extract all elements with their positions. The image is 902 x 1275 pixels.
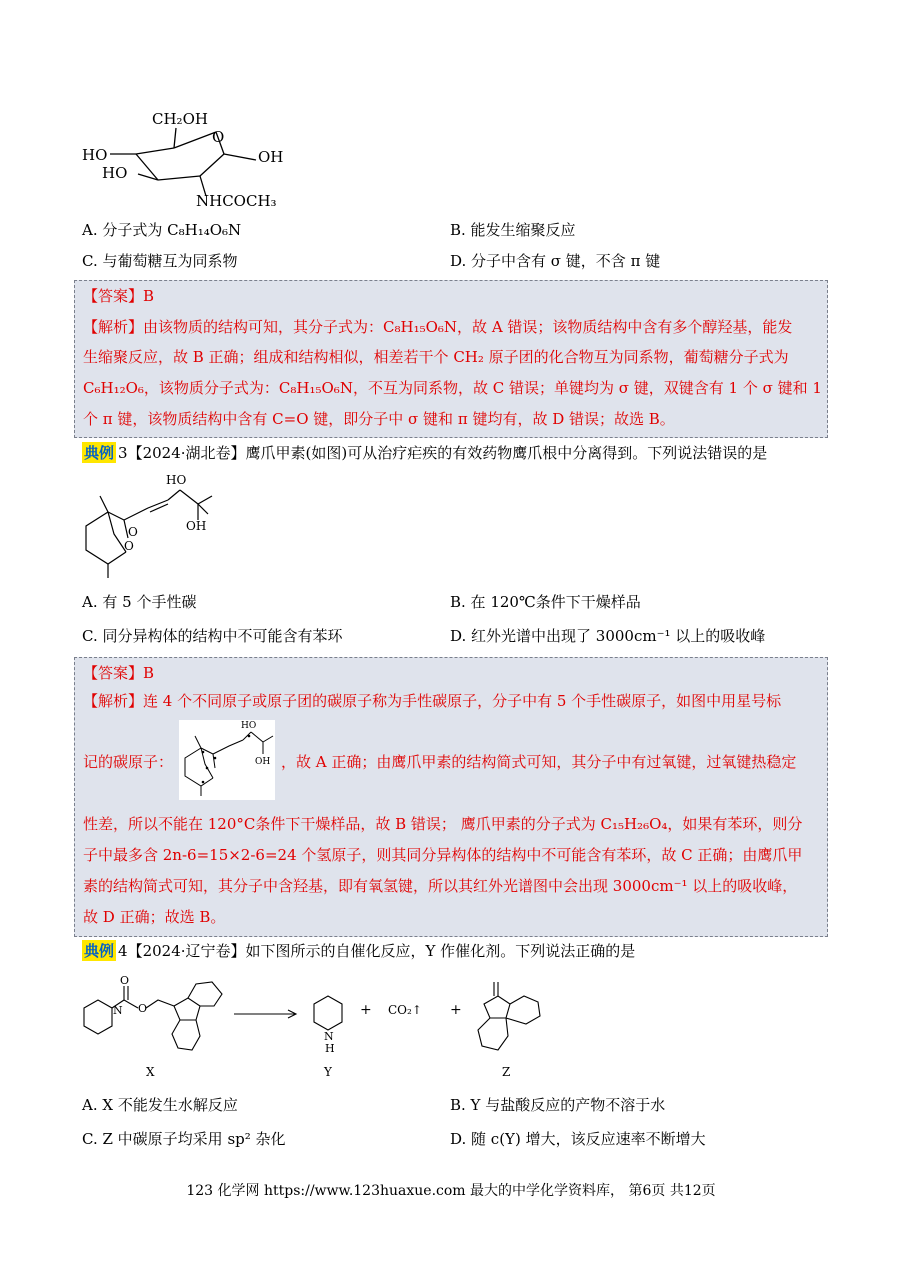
q2-option-a[interactable]: A. 分子式为 C₈H₁₄O₆N: [82, 221, 242, 239]
q3-ho-label: HO: [166, 473, 187, 487]
q3-analysis-line-5: 子中最多含 2n-6=15×2-6=24 个氢原子，则其同分异构体的结构中不可能含有苯环，故 C 正确；由鹰爪甲: [83, 846, 803, 864]
q4-option-b[interactable]: B. Y 与盐酸反应的产物不溶于水: [450, 1096, 666, 1114]
x-n-label: N: [113, 1004, 123, 1017]
y-label: Y: [324, 1065, 332, 1079]
q4-number: 4: [118, 942, 128, 960]
q3-source: 【2024·湖北卷】: [127, 444, 246, 462]
ring-oxygen-label: O: [212, 128, 225, 146]
svg-text:OH: OH: [255, 757, 271, 767]
q3-o1-label: O: [128, 525, 138, 539]
ch2oh-label: CH₂OH: [152, 110, 208, 128]
q4-option-d[interactable]: D. 随 c(Y) 增大，该反应速率不断增大: [450, 1130, 706, 1148]
yingzhaosu-structure: [78, 470, 218, 582]
q3-answer: 【答案】B: [83, 664, 155, 682]
q3-answer-box: [74, 657, 828, 937]
q2-analysis-line-4: 个 π 键，该物质结构中含有 C=O 键，即分子中 σ 键和 π 键均有，故 D 错误；故选 B。: [83, 410, 675, 428]
q2-option-b[interactable]: B. 能发生缩聚反应: [450, 221, 576, 239]
glucosamine-structure: [78, 104, 318, 212]
q2-option-d[interactable]: D. 分子中含有 σ 键，不含 π 键: [450, 252, 661, 270]
q4-option-c[interactable]: C. Z 中碳原子均采用 sp² 杂化: [82, 1130, 286, 1148]
x-o2-label: O: [138, 1002, 148, 1015]
q3-stem: [82, 442, 767, 463]
q3-question: 鹰爪甲素(如图)可从治疗疟疾的有效药物鹰爪根中分离得到。下列说法错误的是: [245, 444, 768, 462]
q3-analysis-line-1: 【解析】连 4 个不同原子或原子团的碳原子称为手性碳原子，分子中有 5 个手性碳原子，如图中用星号标: [83, 692, 782, 710]
plus-1: +: [360, 1002, 372, 1018]
ho-left-label: HO: [82, 146, 108, 164]
q2-answer-box: [74, 280, 828, 438]
q3-badge: 典例: [84, 444, 115, 462]
q3-oh-label: OH: [186, 519, 207, 533]
q3-analysis-line-6: 素的结构简式可知，其分子中含羟基，即有氧氢键，所以其红外光谱图中会出现 3000cm⁻¹ 以上的吸收峰，: [83, 877, 798, 895]
q3-o2-label: O: [124, 539, 134, 553]
nhcoch3-label: NHCOCH₃: [196, 192, 277, 210]
q2-option-c[interactable]: C. 与葡萄糖互为同系物: [82, 252, 238, 270]
x-o1-label: O: [120, 974, 130, 987]
q4-option-a[interactable]: A. X 不能发生水解反应: [82, 1096, 238, 1114]
x-label: X: [146, 1065, 155, 1079]
q3-analysis-line-3: ，故 A 正确；由鹰爪甲素的结构简式可知，其分子中有过氧键，过氧键热稳定: [281, 753, 797, 771]
svg-text:HO: HO: [241, 721, 257, 731]
reaction-scheme: [74, 974, 634, 1084]
ho-bottom-label: HO: [102, 164, 128, 182]
q3-option-c[interactable]: C. 同分异构体的结构中不可能含有苯环: [82, 627, 343, 645]
q3-analysis-line-2: 记的碳原子：: [83, 753, 174, 771]
plus-2: +: [450, 1002, 462, 1018]
q4-stem: [82, 940, 635, 961]
q4-question: 如下图所示的自催化反应，Y 作催化剂。下列说法正确的是: [245, 942, 636, 960]
y-n-label: N: [324, 1030, 334, 1043]
page-footer: 123 化学网 https://www.123huaxue.com 最大的中学化学资料库， 第6页 共12页: [186, 1183, 716, 1199]
q3-option-b[interactable]: B. 在 120℃条件下干燥样品: [450, 593, 641, 611]
q4-badge: 典例: [84, 942, 115, 960]
q3-option-d[interactable]: D. 红外光谱中出现了 3000cm⁻¹ 以上的吸收峰: [450, 627, 766, 645]
q3-analysis-line-7: 故 D 正确；故选 B。: [83, 908, 226, 926]
co2-label: CO₂↑: [388, 1003, 422, 1017]
oh-right-label: OH: [258, 148, 284, 166]
q2-answer: 【答案】B: [83, 287, 155, 305]
chiral-carbon-figure: [179, 720, 275, 800]
q4-source: 【2024·辽宁卷】: [127, 942, 246, 960]
q3-option-a[interactable]: A. 有 5 个手性碳: [82, 593, 197, 611]
q2-analysis-label: 【解析】: [83, 318, 144, 336]
q2-analysis-line-3: C₆H₁₂O₆，该物质分子式为：C₈H₁₅O₆N，不互为同系物，故 C 错误；单键均为 σ 键，双键含有 1 个 σ 键和 1: [83, 379, 822, 397]
q3-analysis-line-4: 性差，所以不能在 120°C条件下干燥样品，故 B 错误； 鹰爪甲素的分子式为 C₁₅H₂₆O₄，如果有苯环，则分: [83, 815, 803, 833]
q3-number: 3: [118, 444, 128, 462]
q2-analysis-line-2: 生缩聚反应，故 B 正确；组成和结构相似，相差若干个 CH₂ 原子团的化合物互为同系物，葡萄糖分子式为: [83, 348, 789, 366]
q2-analysis-line-1: 【解析】由该物质的结构可知，其分子式为：C₈H₁₅O₆N，故 A 错误；该物质结构中含有多个醇羟基，能发: [83, 318, 793, 336]
q3-analysis-label: 【解析】: [83, 692, 144, 710]
z-label: Z: [502, 1065, 511, 1079]
y-h-label: H: [325, 1042, 335, 1055]
